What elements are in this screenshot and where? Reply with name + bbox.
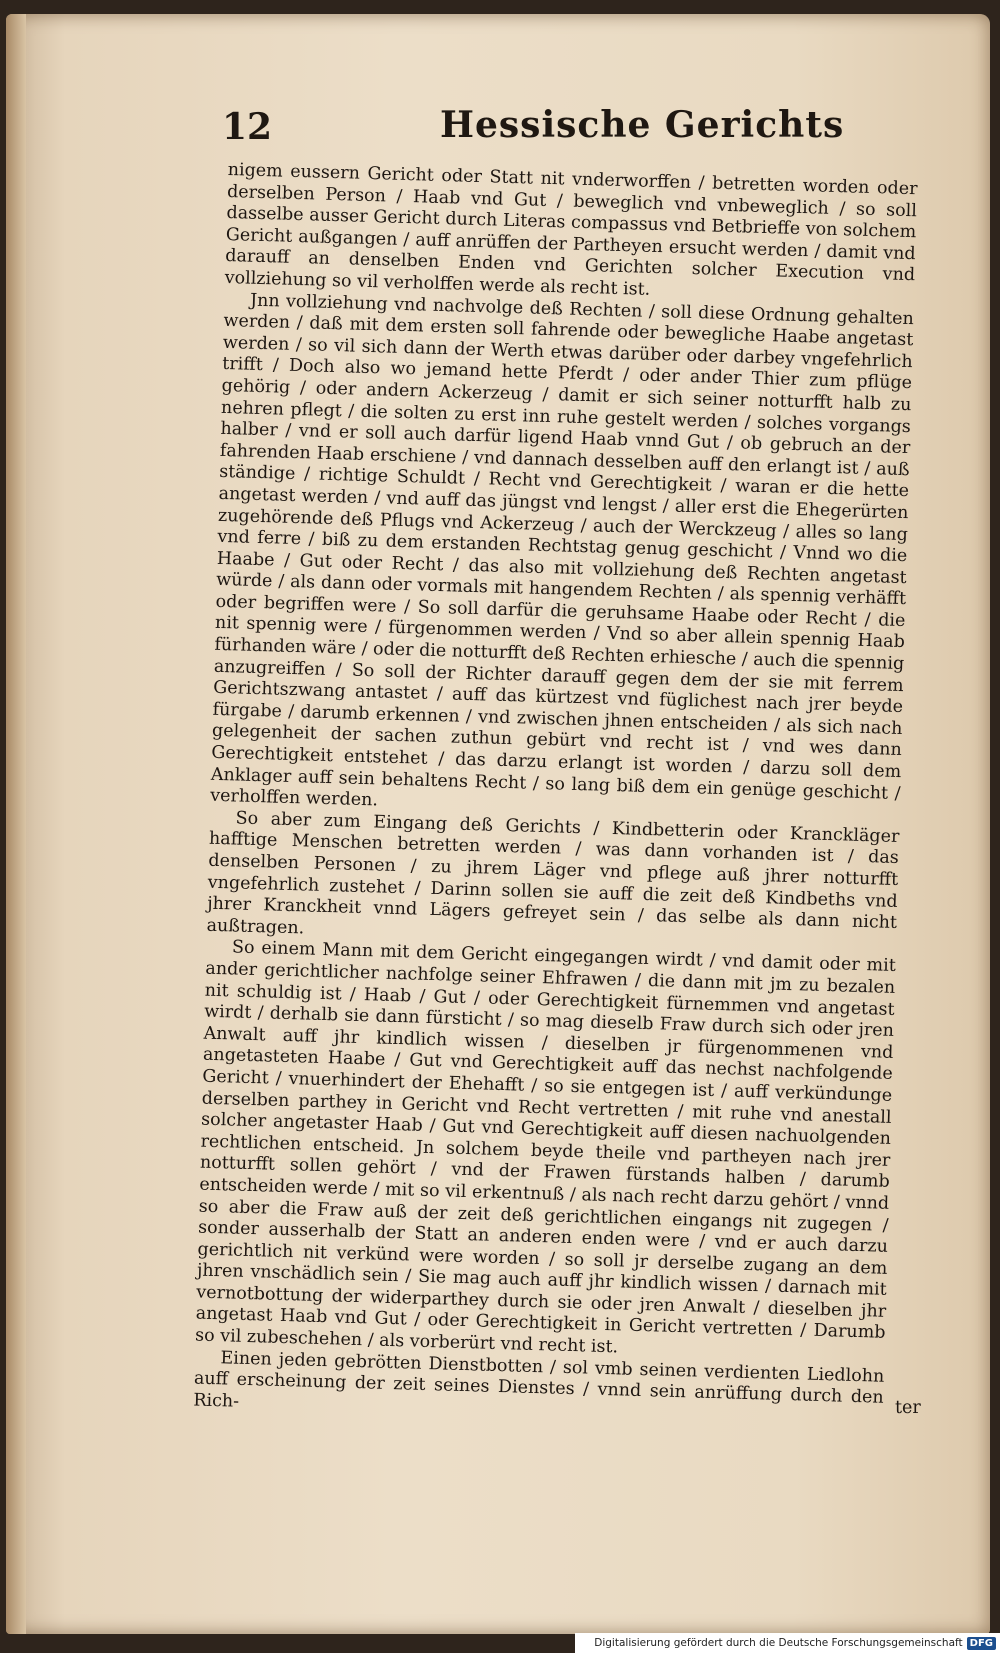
page-gutter	[6, 14, 26, 1634]
paragraph: So aber zum Eingang deß Gerichts / Kindbetterin oder Kranckläger hafftige Menschen betretten werden / was dann vorhanden ist / das denselben Personen / zu jhrem Läger vnd pflege auß jhrer notturfft vngefehrlich zustehet / Darinn sollen sie auff die zeit deß Kindbeths vnd jhrer Kranckheit vnnd Lägers gefreyet sein / das selbe als dann nicht außtragen.	[206, 808, 900, 939]
running-head: Hessische Gerichts	[440, 104, 845, 146]
paragraph: Einen jeden gebrötten Dienstbotten / sol vmb seinen verdienten Liedlohn auff erscheinung der zeit seines Dienstes / vnnd sein anrüffung durch den Rich-	[193, 1347, 885, 1412]
page-number: 12	[222, 106, 273, 148]
paragraph: nigem eussern Gericht oder Statt nit vnderworffen / betretten worden oder derselben Person / Haab vnd Gut / beweglich vnd vnbeweglich / so soll dasselbe ausser Gericht durch Literas compassus vnd Betbrieffe von solchem Gericht außgangen / auff anrüffen der Partheyen ersucht werden / damit vnd darauff an denselben Enden vnd Gerichten solcher Execution vnd vollziehung so vil verholffen werde als recht ist.	[224, 160, 918, 300]
body-text	[193, 160, 918, 1431]
catchword: ter	[895, 1398, 921, 1418]
digitization-footer	[575, 1633, 1000, 1653]
paragraph: Jnn vollziehung vnd nachvolge deß Rechten / soll diese Ordnung gehalten werden / daß mit dem ersten soll fahrende oder bewegliche Haabe angetast werden / so vil sich dann der Werth etwas darüber oder darbey vngefehrlich trifft / Doch also wo jemand hette Pferdt / oder ander Thier zum pflüge gehörig / oder andern Ackerzeug / damit er sich seiner notturfft halb zu nehren pflegt / die solten zu erst inn ruhe gestelt werden / solches vorgangs halber / vnd er soll auch darfür ligend Haab vnnd Gut / ob gebruch an der fahrenden Haab erschiene / vnd dannach desselben auff den erlangt ist / auß ständige / richtige Schuldt / Recht vnd Gerechtigkeit / waran er die hette angetast werden / vnd auff das jüngst vnd lengst / aller erst die Ehegerürten zugehörende deß Pflugs vnd Ackerzeug / auch der Werckzeug / alles so lang vnd ferre / biß zu dem erstanden Rechtstag genug geschicht / Vnnd wo die Haabe / Gut oder Recht / das also mit vollziehung deß Rechten angetast würde / als dann oder vormals mit hangendem Rechten / als spennig verhäfft oder begriffen were / So soll darfür die geruhsame Haabe oder Recht / die nit spennig were / fürgenommen werden / Vnd so aber allein spennig Haab fürhanden wäre / oder die notturfft deß Rechten erhiesche / auch die spennig anzugreiffen / So soll der Richter darauff gegen dem der sie mit ferrem Gerichtszwang antastet / auff das kürtzest vnd füglichest nach jrer beyde fürgabe / darumb erkennen / vnd zwischen jhnen entscheiden / als sich nach gelegenheit der sachen zuthun gebürt vnd recht ist / vnd wes dann Gerechtigkeit entstehet / das darzu erlangt ist worden / darzu soll dem Anklager auff sein behaltens Recht / so lang biß dem ein genüge geschicht / verholffen werden.	[209, 290, 915, 811]
footer-credit: Digitalisierung gefördert durch die Deutsche Forschungsgemeinschaft	[594, 1637, 963, 1649]
paragraph: So einem Mann mit dem Gericht eingegangen wirdt / vnd damit oder mit ander gerichtlicher nachfolge seiner Ehfrawen / die dann mit jm zu bezalen nit schuldig ist / Haab / Gut / oder Gerechtigkeit fürnemmen vnd angetast wirdt / derhalb sie dann fürsticht / so mag dieselb Fraw durch sich oder jren Anwalt auff jhr kindlich wissen / dieselben jr fürgenommenen vnd angetasteten Haabe / Gut vnd Gerechtigkeit auff das nechst nachfolgende Gericht / vnuerhindert der Ehehafft / so sie entgegen ist / auff verkündunge derselben parthey in Gericht vnd Recht vertretten / mit ruhe vnd anestall solcher angetaster Haab / Gut vnd Gerechtigkeit auff diesen nachuolgenden rechtlichen entscheid. Jn solchem beyde theile vnd partheyen nach jrer notturfft sollen gehört / vnd der Frawen fürstands halben / darumb entscheiden werde / mit so vil erkentnuß / als nach recht darzu gehört / vnnd so aber die Fraw auß der zeit deß gerichtlichen eingangs nit zugegen / sonder ausserhalb der Statt an anderen enden were / vnd er auch darzu gerichtlich nit verkünd were worden / so soll jr derselbe zugang an dem jhren vnschädlich sein / Sie mag auch auff jhr kindlich wissen / darnach mit vernotbottung der widerparthey durch sie oder jren Anwalt / dieselben jhr angetast Haab vnd Gut / oder Gerechtigkeit in Gericht vertretten / Darumb so vil zubeschehen / als vorberürt vnd recht ist.	[194, 937, 897, 1358]
dfg-logo: DFG	[967, 1637, 996, 1650]
